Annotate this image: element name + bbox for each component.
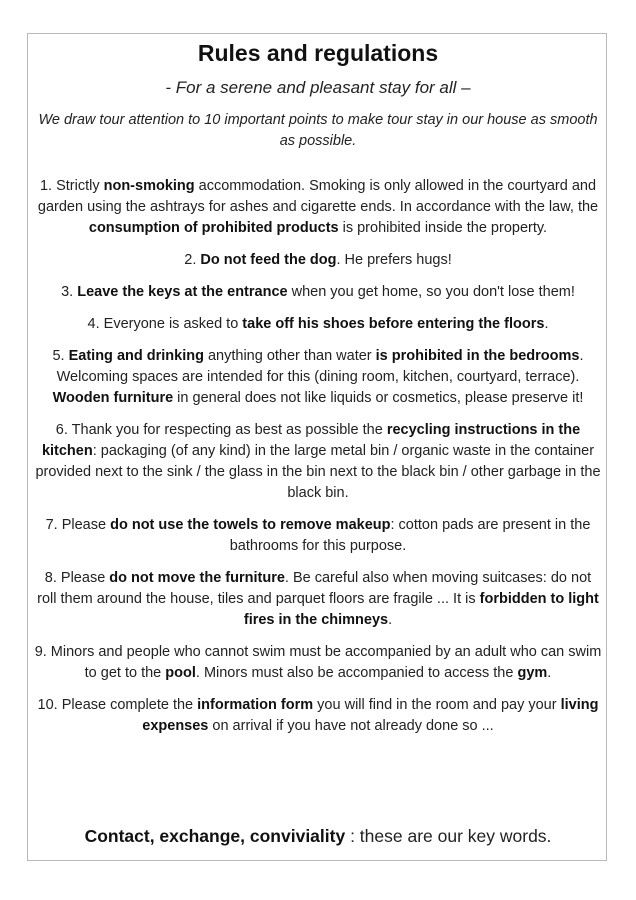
rule-item: 1. Strictly non-smoking accommodation. Smoking is only allowed in the courtyard and garden using the ashtrays for ashes and cigarette ends. In accordance with the law, the consumption of prohibited products is prohibited inside the property.	[37, 178, 599, 236]
rule-item: 10. Please complete the information form you will find in the room and pay your living expenses on arrival if you have not already done so ...	[37, 697, 599, 734]
rule-item: 4. Everyone is asked to take off his shoes before entering the floors.	[87, 316, 549, 332]
page-title: Rules and regulations	[197, 40, 439, 66]
footer-tagline: Contact, exchange, conviviality : these are our key words.	[84, 826, 552, 846]
rule-item: 8. Please do not move the furniture. Be careful also when moving suitcases: do not roll them around the house, tiles and parquet floors are fragile ... It is forbidden to light fires in the chimneys.	[37, 570, 599, 628]
rule-item: 5. Eating and drinking anything other than water is prohibited in the bedrooms. Welcoming spaces are intended for this (dining room, kitchen, courtyard, terrace). Wooden furniture in general does not like liquids or cosmetics, please preserve it!	[52, 348, 584, 406]
rules-list	[34, 176, 602, 748]
rule-item: 7. Please do not use the towels to remove makeup: cotton pads are present in the bathrooms for this purpose.	[45, 517, 591, 554]
subtitle: - For a serene and pleasant stay for all –	[165, 78, 471, 97]
rule-item: 6. Thank you for respecting as best as possible the recycling instructions in the kitchen: packaging (of any kind) in the large metal bin / organic waste in the container provided next to the sink / the glass in the bin next to the black bin / other garbage in the black bin.	[35, 422, 601, 501]
rule-item: 3. Leave the keys at the entrance when you get home, so you don't lose them!	[61, 284, 575, 300]
rule-item: 9. Minors and people who cannot swim must be accompanied by an adult who can swim to get to the pool. Minors must also be accompanied to access the gym.	[34, 644, 602, 681]
intro-text: We draw tour attention to 10 important points to make tour stay in our house as smooth as possible.	[38, 112, 598, 149]
rule-item: 2. Do not feed the dog. He prefers hugs!	[184, 252, 452, 268]
